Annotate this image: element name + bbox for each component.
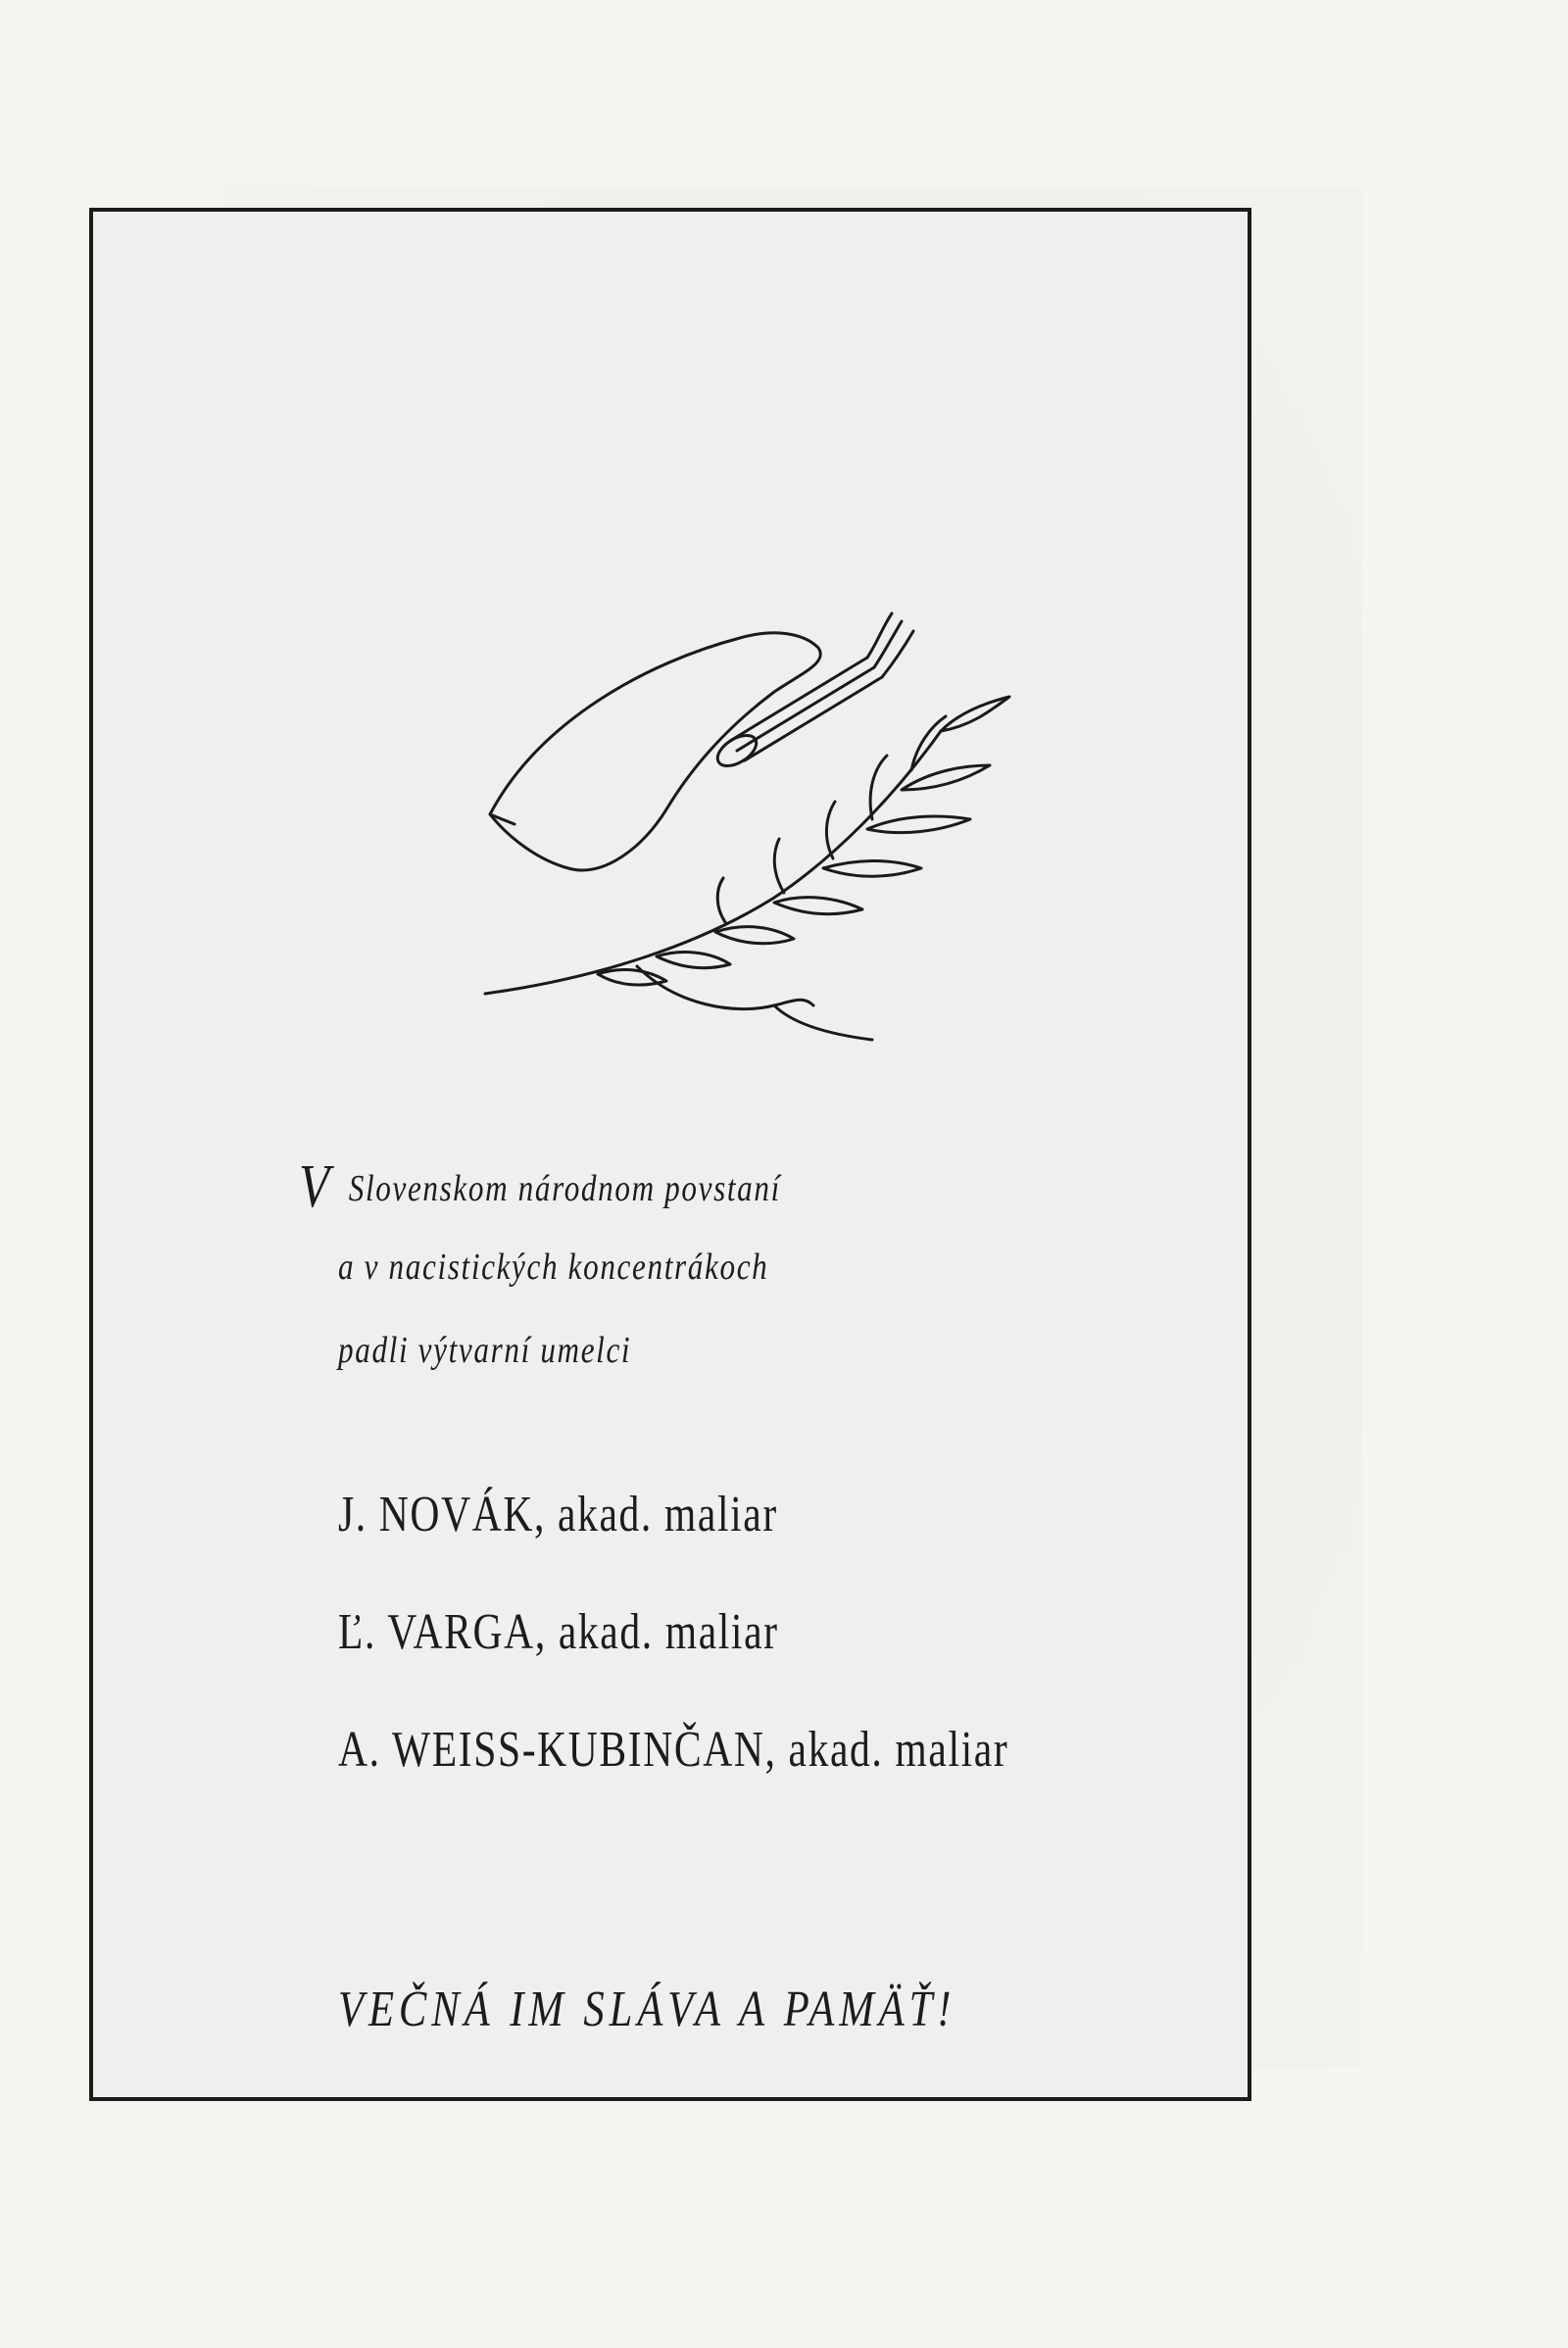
frame-content xyxy=(93,212,1248,2097)
memorial-frame xyxy=(89,208,1251,2101)
dedication-line-1 xyxy=(299,1152,781,1222)
dedication-line-1-text: Slovenskom národnom povstaní xyxy=(348,1168,781,1209)
palette-brushes-laurel-icon xyxy=(480,545,1029,1074)
artist-name-2: Ľ. VARGA, akad. maliar xyxy=(338,1604,779,1660)
closing-line: VEČNÁ IM SLÁVA A PAMÄŤ! xyxy=(338,1981,956,2037)
artist-name-1: J. NOVÁK, akad. maliar xyxy=(338,1487,778,1542)
dedication-line-2: a v nacistických koncentrákoch xyxy=(338,1247,769,1288)
artist-name-3: A. WEISS-KUBINČAN, akad. maliar xyxy=(338,1722,1009,1778)
dropcap-letter: V xyxy=(299,1153,331,1220)
dedication-line-3: padli výtvarní umelci xyxy=(338,1330,632,1371)
